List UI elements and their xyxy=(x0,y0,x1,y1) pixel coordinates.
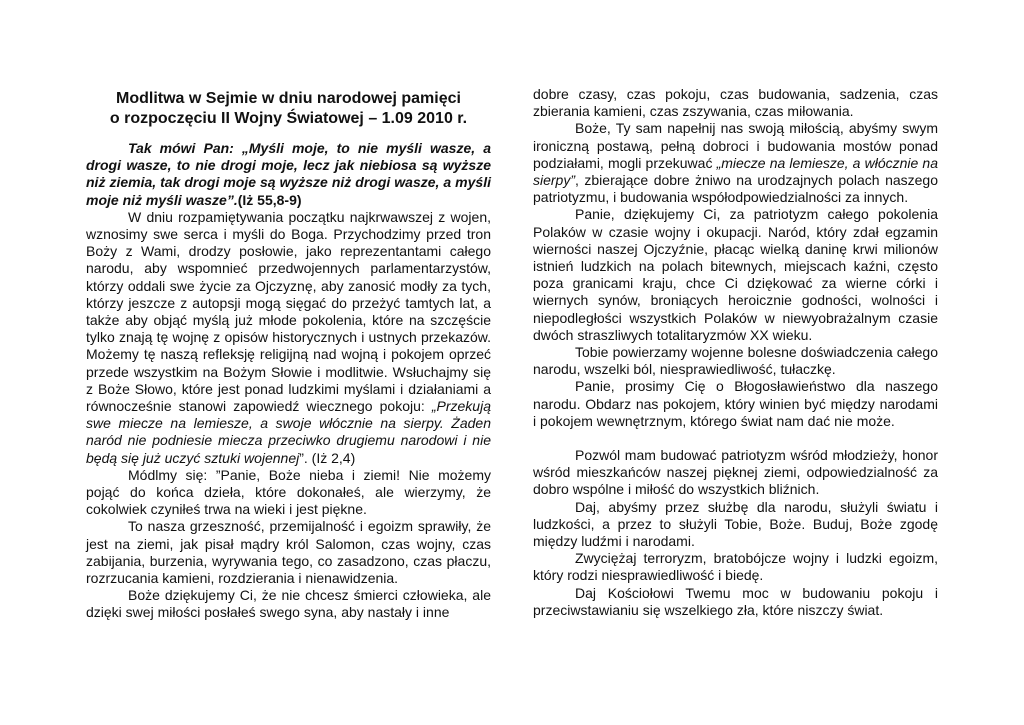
left-column xyxy=(86,140,491,622)
opening-scripture-quote xyxy=(86,140,491,209)
left-paragraph-2: Módlmy się: ”Panie, Boże nieba i ziemi! Nie możemy pojąć do końca dzieła, które dokonałeś, ale wierzymy, że cokolwiek czyniłeś trwa na wieki i jest piękne. xyxy=(86,466,491,518)
document-title xyxy=(86,89,491,128)
left-p1-quote: „Przekują swe miecze na lemiesze, a swoje włócznie na sierpy. Żaden naród nie podniesie miecza przeciwko drugiemu narodowi i nie będą się już uczyć sztuki wojennej xyxy=(86,398,491,466)
right-paragraph-1 xyxy=(533,120,938,206)
right-paragraph-8: Daj Kościołowi Twemu moc w budowaniu pokoju i przeciwstawianiu się wszelkiego zła, które niszczy świat. xyxy=(533,584,938,618)
left-p1-text: W dniu rozpamiętywania początku najkrwawszej z wojen, wznosimy swe serca i myśli do Boga. Przychodzimy przed tron Boży z Wami, drodzy posłowie, jako reprezentantami całego narodu, aby wspomnieć przedwojennych parlamentarzystów, którzy oddali swe życie za Ojczyznę, aby zanosić modły za tych, którzy jeszcze z autopsji mogą sięgać do przeżyć tamtych lat, a także aby objąć myślą już młode pokolenia, które na szczęście tylko znają tę wojnę z opisów historycznych i ustnych przekazów. Możemy tę naszą refleksję religijną nad wojną i pokojem oprzeć przede wszystkim na Bożym Słowie i modlitwie. Wsłuchajmy się z Boże Słowo, które jest ponad ludzkimi myślami i działaniami a równocześnie stanowi zapowiedź wiecznego pokoju: xyxy=(86,208,491,415)
right-paragraph-6: Daj, abyśmy przez służbę dla narodu, służyli światu i ludzkości, a przez to służyli Tobie, Boże. Buduj, Boże zgodę między ludźmi i narodami. xyxy=(533,498,938,550)
right-p1-text-a: Boże, Ty sam napełnij nas swoją miłością, abyśmy swym ironiczną postawą, pełną dobroci i budowania mostów ponad podziałami, mogli przekuwać xyxy=(533,120,938,171)
right-column xyxy=(533,86,938,619)
left-paragraph-4: Boże dziękujemy Ci, że nie chcesz śmierci człowieka, ale dzięki swej miłości posłałeś swego syna, aby nastały i inne xyxy=(86,587,491,621)
left-paragraph-3: To nasza grzeszność, przemijalność i egoizm sprawiły, że jest na ziemi, jak pisał mądry król Salomon, czas wojny, czas zabijania, burzenia, wyrywania tego, co zasadzono, czas płaczu, rozrzucania kamieni, rozdzierania i nienawidzenia. xyxy=(86,518,491,587)
right-paragraph-7: Zwyciężaj terroryzm, bratobójcze wojny i ludzki egoizm, który rodzi niesprawiedliwość i biedę. xyxy=(533,550,938,584)
title-line-1: Modlitwa w Sejmie w dniu narodowej pamięci xyxy=(116,90,461,107)
title-line-2: o rozpoczęciu II Wojny Światowej – 1.09 2010 r. xyxy=(109,109,468,127)
opening-quote-ref: (Iż 55,8-9) xyxy=(237,191,302,208)
left-paragraph-1 xyxy=(86,209,491,467)
right-paragraph-2: Panie, dziękujemy Ci, za patriotyzm całego pokolenia Polaków w czasie wojny i okupacji. Naród, który zdał egzamin wierności naszej Ojczyźnie, płacąc wielką daninę krwi milionów istnień ludzkich na polach bitewnych, miejscach kaźni, często poza granicami kraju, chce Ci dziękować za wierne córki i wiernych synów, broniących heroicznie godności, wolności i niepodległości wszystkich Polaków w niewyobrażalnym czasie dwóch straszliwych totalitaryzmów XX wieku. xyxy=(533,206,938,343)
left-p1-ref: ”. (Iż 2,4) xyxy=(299,449,356,466)
right-p1-quote: „miecze na lemiesze, a włócznie na sierpy” xyxy=(533,154,938,189)
right-paragraph-4: Panie, prosimy Cię o Błogosławieństwo dla naszego narodu. Obdarz nas pokojem, który winien być między narodami i pokojem wewnętrznym, którego świat nam dać nie może. xyxy=(533,378,938,429)
right-p1-text-b: , zbierające dobre żniwo na urodzajnych polach naszego patriotyzmu, i budowania współodpowiedzialności za innych. xyxy=(533,172,938,206)
opening-quote-text: Tak mówi Pan: „Myśli moje, to nie myśli wasze, a drogi wasze, to nie drogi moje, lecz jak niebiosa są wyższe niż ziemia, tak drogi moje są wyższe niż drogi wasze, a myśli moje niż myśli wasze”. xyxy=(86,140,491,208)
right-paragraph-0: dobre czasy, czas pokoju, czas budowania, sadzenia, czas zbierania kamieni, czas zszywania, czas miłowania. xyxy=(533,86,938,120)
right-paragraph-5: Pozwól mam budować patriotyzm wśród młodzieży, honor wśród mieszkańców naszej pięknej ziemi, odpowiedzialność za dobro wspólne i miłość do wszystkich bliźnich. xyxy=(533,447,938,498)
right-paragraph-3: Tobie powierzamy wojenne bolesne doświadczenia całego narodu, wszelki ból, niesprawiedliwość, tułaczkę. xyxy=(533,344,938,378)
